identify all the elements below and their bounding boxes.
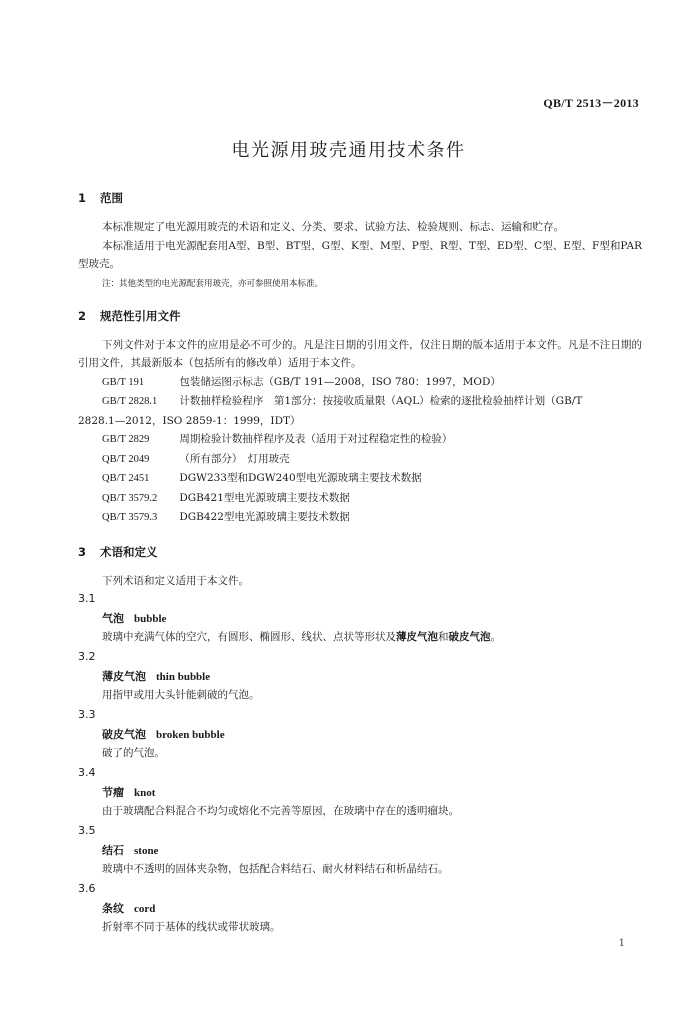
term-definition: 折射率不同于基体的线状或带状玻璃。 — [102, 921, 281, 933]
section-number: 1 — [78, 191, 87, 205]
section-number: 2 — [78, 308, 87, 323]
term-en: stone — [134, 845, 159, 857]
reference-item — [78, 373, 642, 393]
term-definition: 用指甲或用大头针能刺破的气泡。 — [102, 689, 260, 701]
reference-title: DGB422型电光源玻璃主要技术数据 — [179, 511, 350, 523]
term-number: 3.5 — [78, 824, 96, 837]
term-number: 3.1 — [78, 592, 96, 605]
paragraph: 本标准适用于电光源配套用A型、B型、BT型、G型、K型、M型、P型、R型、T型、ED型、C型、E型、F型和PAR型玻壳。 — [78, 239, 642, 270]
page-number: 1 — [618, 938, 625, 949]
reference-code: GB/T 2829 — [102, 434, 150, 445]
reference-item — [78, 508, 642, 528]
term-name — [78, 842, 642, 860]
note: 注：其他类型的电光源配套用玻壳，亦可参照使用本标准。 — [102, 278, 324, 289]
section-title: 规范性引用文件 — [100, 308, 181, 323]
term-en: broken bubble — [156, 729, 225, 741]
section-heading-scope — [78, 188, 642, 208]
term-name — [78, 668, 642, 686]
term-number: 3.2 — [78, 650, 96, 663]
document-body — [78, 188, 642, 938]
term-reference: 薄皮气泡 — [396, 631, 438, 643]
paragraph: 下列术语和定义适用于本文件。 — [102, 574, 249, 587]
paragraph: 下列文件对于本文件的应用是必不可少的。凡是注日期的引用文件，仅注日期的版本适用于本文件。凡是不注日期的引用文件，其最新版本（包括所有的修改单）适用于本文件。 — [78, 338, 642, 369]
term-definition: 玻璃中充满气体的空穴，有圆形、椭圆形、线状、点状等形状及薄皮气泡和破皮气泡。 — [102, 631, 501, 643]
reference-title: DGB421型电光源玻璃主要技术数据 — [179, 491, 350, 504]
term-zh: 气泡 — [102, 612, 124, 625]
term-number: 3.3 — [78, 708, 96, 721]
term-name — [78, 784, 642, 802]
reference-item — [78, 450, 642, 470]
term-number: 3.4 — [78, 766, 96, 779]
section-title: 术语和定义 — [100, 544, 158, 559]
term-en: bubble — [134, 613, 167, 625]
document-title: 电光源用玻壳通用技术条件 — [231, 140, 466, 161]
reference-title: （所有部分） 灯用玻壳 — [179, 452, 290, 465]
reference-item — [78, 392, 642, 412]
term-zh: 破皮气泡 — [102, 728, 146, 741]
term-definition: 玻璃中不透明的固体夹杂物，包括配合料结石、耐火材料结石和析晶结石。 — [102, 863, 449, 875]
reference-code: GB/T 2828.1 — [102, 396, 158, 407]
term-reference: 破皮气泡 — [448, 631, 491, 643]
term-name — [78, 726, 642, 744]
reference-title: 周期检验计数抽样程序及表（适用于对过程稳定性的检验） — [179, 433, 453, 445]
reference-item — [78, 469, 642, 489]
reference-item-continuation — [78, 412, 642, 431]
reference-item — [78, 489, 642, 509]
reference-code: QB/T 2451 — [102, 473, 150, 484]
standard-code: QB/T 2513－2013 — [543, 96, 639, 110]
term-en: knot — [134, 787, 156, 799]
reference-code: QB/T 2049 — [102, 453, 150, 465]
term-zh: 结石 — [102, 844, 124, 857]
reference-title: DGW233型和DGW240型电光源玻璃主要技术数据 — [179, 472, 422, 484]
term-definition: 由于玻璃配合料混合不均匀或熔化不完善等原因，在玻璃中存在的透明瘤块。 — [102, 805, 459, 817]
section-heading-normative-references — [78, 306, 642, 326]
reference-item — [78, 430, 642, 450]
reference-code: QB/T 3579.2 — [102, 492, 158, 504]
paragraph: 本标准规定了电光源用玻壳的术语和定义、分类、要求、试验方法、检验规则、标志、运输和贮存。 — [102, 221, 564, 233]
reference-title: 计数抽样检验程序 第1部分：按接收质量限（AQL）检索的逐批检验抽样计划（GB/T — [179, 395, 583, 407]
reference-title: 包装储运图示标志（GB/T 191—2008，ISO 780：1997，MOD） — [179, 375, 501, 388]
term-en: cord — [134, 903, 156, 915]
section-number: 3 — [78, 544, 87, 559]
section-heading-terms-definitions — [78, 542, 642, 562]
term-zh: 薄皮气泡 — [102, 670, 146, 683]
section-title: 范围 — [100, 191, 124, 205]
reference-title: 2828.1—2012，ISO 2859-1：1999，IDT） — [78, 414, 301, 427]
reference-code: QB/T 3579.3 — [102, 512, 158, 523]
term-definition: 破了的气泡。 — [102, 747, 165, 759]
term-zh: 节瘤 — [102, 786, 124, 799]
term-name — [78, 610, 642, 628]
term-en: thin bubble — [156, 671, 211, 683]
term-zh: 条纹 — [102, 902, 124, 915]
term-number: 3.6 — [78, 882, 96, 895]
reference-code: GB/T 191 — [102, 376, 145, 388]
term-name — [78, 900, 642, 918]
